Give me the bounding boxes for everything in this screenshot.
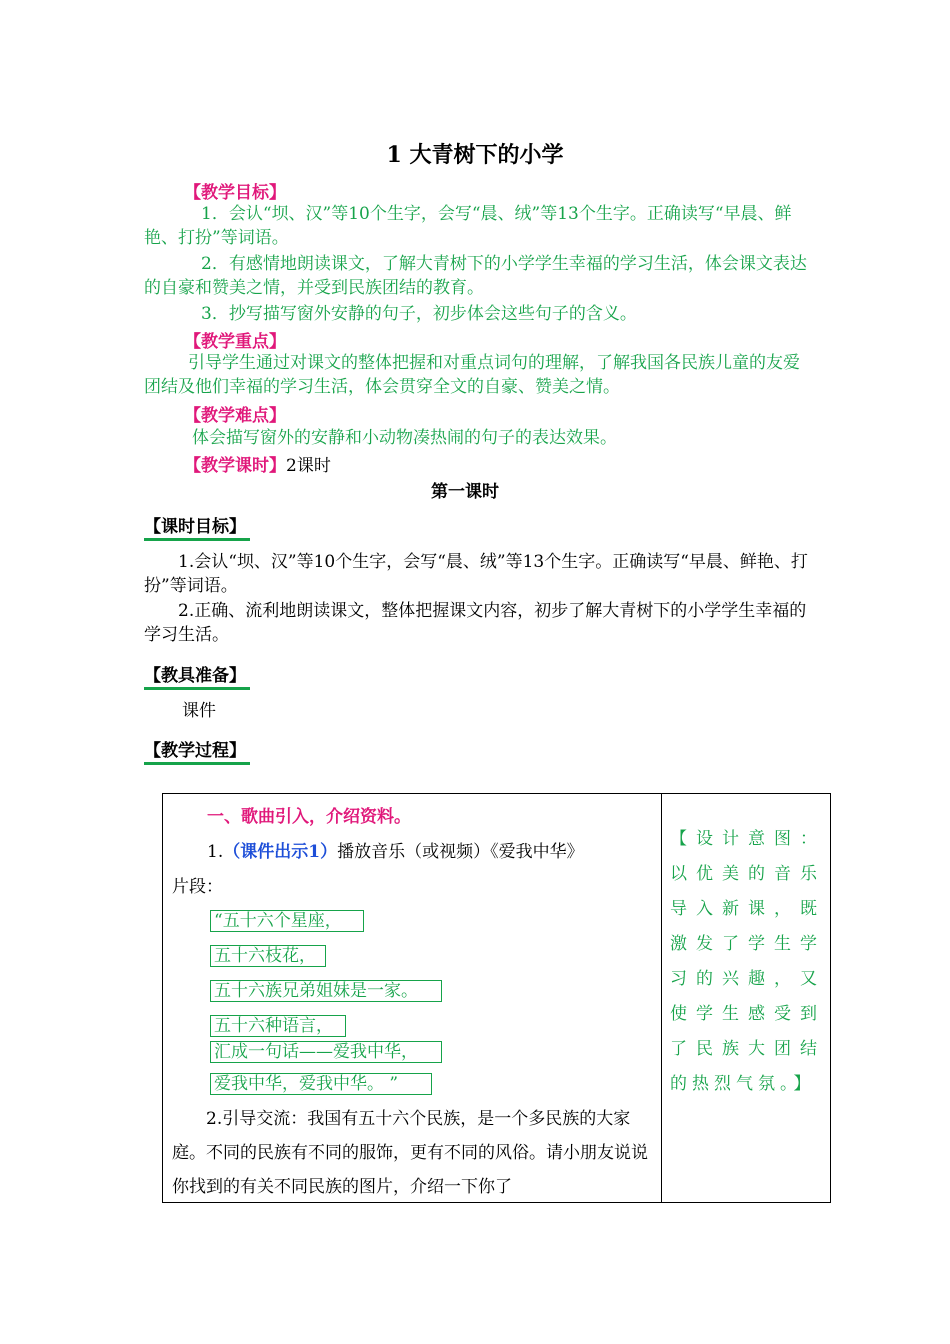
key-points-heading: 【教学重点】 xyxy=(184,332,286,352)
poem-line-6: 爱我中华，爱我中华。 ” xyxy=(210,1073,432,1095)
lesson-goal-2: 2.正确、流利地朗读课文，整体把握课文内容，初步了解大青树下的小学学生幸福的学习生活。 xyxy=(144,601,807,645)
key-points-text: 引导学生通过对课文的整体把握和对重点词句的理解，了解我国各民族儿童的友爱团结及他们幸福的学习生活，体会贯穿全文的自豪、赞美之情。 xyxy=(144,353,800,397)
section-title: 一、歌曲引入，介绍资料。 xyxy=(207,807,411,827)
poem-line-2: 五十六枝花， xyxy=(210,945,326,967)
difficulties-heading: 【教学难点】 xyxy=(184,406,286,426)
objectives-heading: 【教学目标】 xyxy=(184,183,286,203)
step-1-line xyxy=(207,837,584,862)
page-title: 1 大青树下的小学 xyxy=(386,142,564,168)
first-lesson-title: 第一课时 xyxy=(431,482,499,502)
courseware-tag: （课件出示1） xyxy=(223,842,338,862)
objective-item-2: 2．有感情地朗读课文，了解大青树下的小学学生幸福的学习生活，体会课文表达的自豪和赞美之情，并受到民族团结的教育。 xyxy=(144,254,807,298)
poem-line-5: 汇成一句话——爱我中华， xyxy=(210,1041,442,1063)
objective-item-1: 1．会认“坝、汉”等10个生字，会写“晨、绒”等13个生字。正确读写“早晨、鲜艳、打扮”等词语。 xyxy=(144,204,792,248)
hours-heading: 【教学课时】 xyxy=(184,456,286,476)
hours-value: 2课时 xyxy=(286,456,331,476)
poem-line-3: 五十六族兄弟姐妹是一家。 xyxy=(210,980,442,1002)
step-2-text: 2.引导交流：我国有五十六个民族，是一个多民族的大家庭。不同的民族有不同的服饰，更有不同的风俗。请小朋友说说你找到的有关不同民族的图片，介绍一下你了 xyxy=(172,1109,648,1197)
process-cell xyxy=(163,794,662,1203)
poem-line-4: 五十六种语言， xyxy=(210,1015,346,1037)
design-intent-note: 【设计意图：以优美的音乐导入新课，既激发了学生学习的兴趣，又使学生感受到了民族大团结的热烈气氛。】 xyxy=(670,829,822,1094)
step-1-text: 播放音乐（或视频）《爱我中华》 xyxy=(337,842,584,862)
process-heading: 【教学过程】 xyxy=(144,736,250,765)
materials-text: 课件 xyxy=(182,701,216,721)
step-1-number: 1. xyxy=(207,842,224,862)
difficulties-text: 体会描写窗外的安静和小动物凑热闹的句子的表达效果。 xyxy=(192,428,617,448)
hours-line xyxy=(184,451,331,476)
process-table xyxy=(162,793,831,1203)
poem-line-1: “五十六个星座， xyxy=(210,910,364,932)
materials-heading: 【教具准备】 xyxy=(144,661,250,690)
lesson-goal-1: 1.会认“坝、汉”等10个生字，会写“晨、绒”等13个生字。正确读写“早晨、鲜艳、打扮”等词语。 xyxy=(144,552,808,596)
objective-item-3: 3．抄写描写窗外安静的句子，初步体会这些句子的含义。 xyxy=(201,304,637,324)
design-note-cell xyxy=(662,794,831,1203)
lesson-goals-heading: 【课时目标】 xyxy=(144,512,250,541)
step-1-continued: 片段： xyxy=(172,877,223,897)
